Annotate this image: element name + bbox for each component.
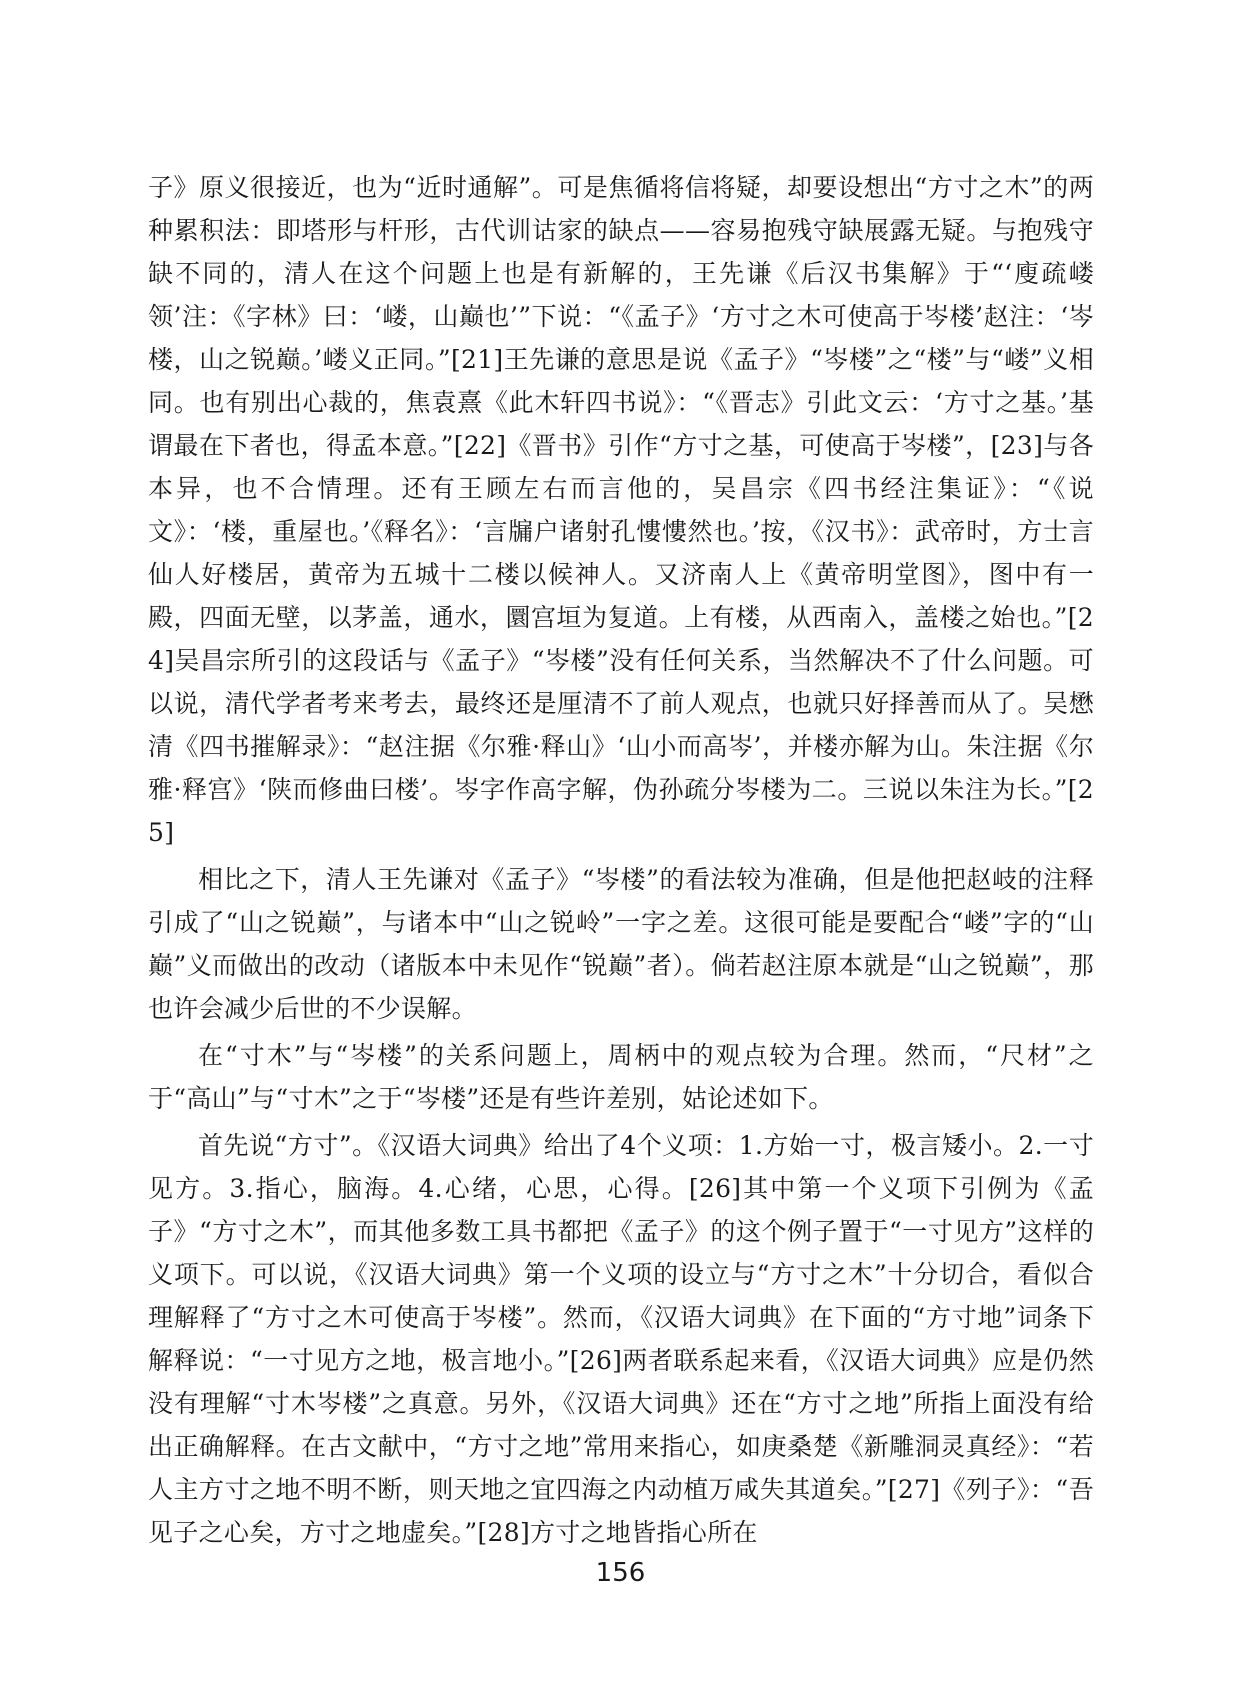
paragraph-4: 首先说“方寸”。《汉语大词典》给出了4个义项：1.方始一寸，极言矮小。2.一寸见方。3.指心，脑海。4.心绪，心思，心得。[26]其中第一个义项下引例为《孟子》“方寸之木”，而其他多数工具书都把《孟子》的这个例子置于“一寸见方”这样的义项下。可以说，《汉语大词典》第一个义项的设立与“方寸之木”十分切合，看似合理解释了“方寸之木可使高于岑楼”。然而，《汉语大词典》在下面的“方寸地”词条下解释说：“一寸见方之地，极言地小。”[26]两者联系起来看，《汉语大词典》应是仍然没有理解“寸木岑楼”之真意。另外，《汉语大词典》还在“方寸之地”所指上面没有给出正确解释。在古文献中，“方寸之地”常用来指心，如庚桑楚《新雕洞灵真经》：“若人主方寸之地不明不断，则天地之宜四海之内动植万咸失其道矣。”[27]《列子》：“吾见子之心矣，方寸之地虚矣。”[28]方寸之地皆指心所在 (148, 1131, 1094, 1547)
paragraph-3: 在“寸木”与“岑楼”的关系问题上，周柄中的观点较为合理。然而，“尺材”之于“高山”与“寸木”之于“岑楼”还是有些许差别，姑论述如下。 (148, 1041, 1094, 1113)
paragraph-1: 子》原义很接近，也为“近时通解”。可是焦循将信将疑，却要设想出“方寸之木”的两种累积法：即塔形与杆形，古代训诂家的缺点——容易抱残守缺展露无疑。与抱残守缺不同的，清人在这个问题上也是有新解的，王先谦《后汉书集解》于“‘廋疏嵝领’注：《字林》曰：‘嵝，山巅也’”下说：“《孟子》‘方寸之木可使高于岑楼’赵注：‘岑楼，山之锐巅。’嵝义正同。”[21]王先谦的意思是说《孟子》“岑楼”之“楼”与“嵝”义相同。也有别出心裁的，焦袁熹《此木轩四书说》：“《晋志》引此文云：‘方寸之基。’基谓最在下者也，得孟本意。”[22]《晋书》引作“方寸之基，可使高于岑楼”，[23]与各本异，也不合情理。还有王顾左右而言他的，吴昌宗《四书经注集证》：“《说文》：‘楼，重屋也。’《释名》：‘言牖户诸射孔慺慺然也。’按，《汉书》：武帝时，方士言仙人好楼居，黄帝为五城十二楼以候神人。又济南人上《黄帝明堂图》，图中有一殿，四面无壁，以茅盖，通水，圜宫垣为复道。上有楼，从西南入，盖楼之始也。”[24]吴昌宗所引的这段话与《孟子》“岑楼”没有任何关系，当然解决不了什么问题。可以说，清代学者考来考去，最终还是厘清不了前人观点，也就只好择善而从了。吴懋清《四书摧解录》：“赵注据《尔雅·释山》‘山小而高岑’，并楼亦解为山。朱注据《尔雅·释宫》‘陕而修曲曰楼’。岑字作高字解，伪孙疏分岑楼为二。三说以朱注为长。”[25] (148, 173, 1094, 847)
page-body (148, 166, 1094, 1554)
page-number: 156 (595, 1558, 646, 1588)
paragraph-2: 相比之下，清人王先谦对《孟子》“岑楼”的看法较为准确，但是他把赵岐的注释引成了“山之锐巅”，与诸本中“山之锐岭”一字之差。这很可能是要配合“嵝”字的“山巅”义而做出的改动（诸版本中未见作“锐巅”者）。倘若赵注原本就是“山之锐巅”，那也许会减少后世的不少误解。 (148, 865, 1094, 1023)
